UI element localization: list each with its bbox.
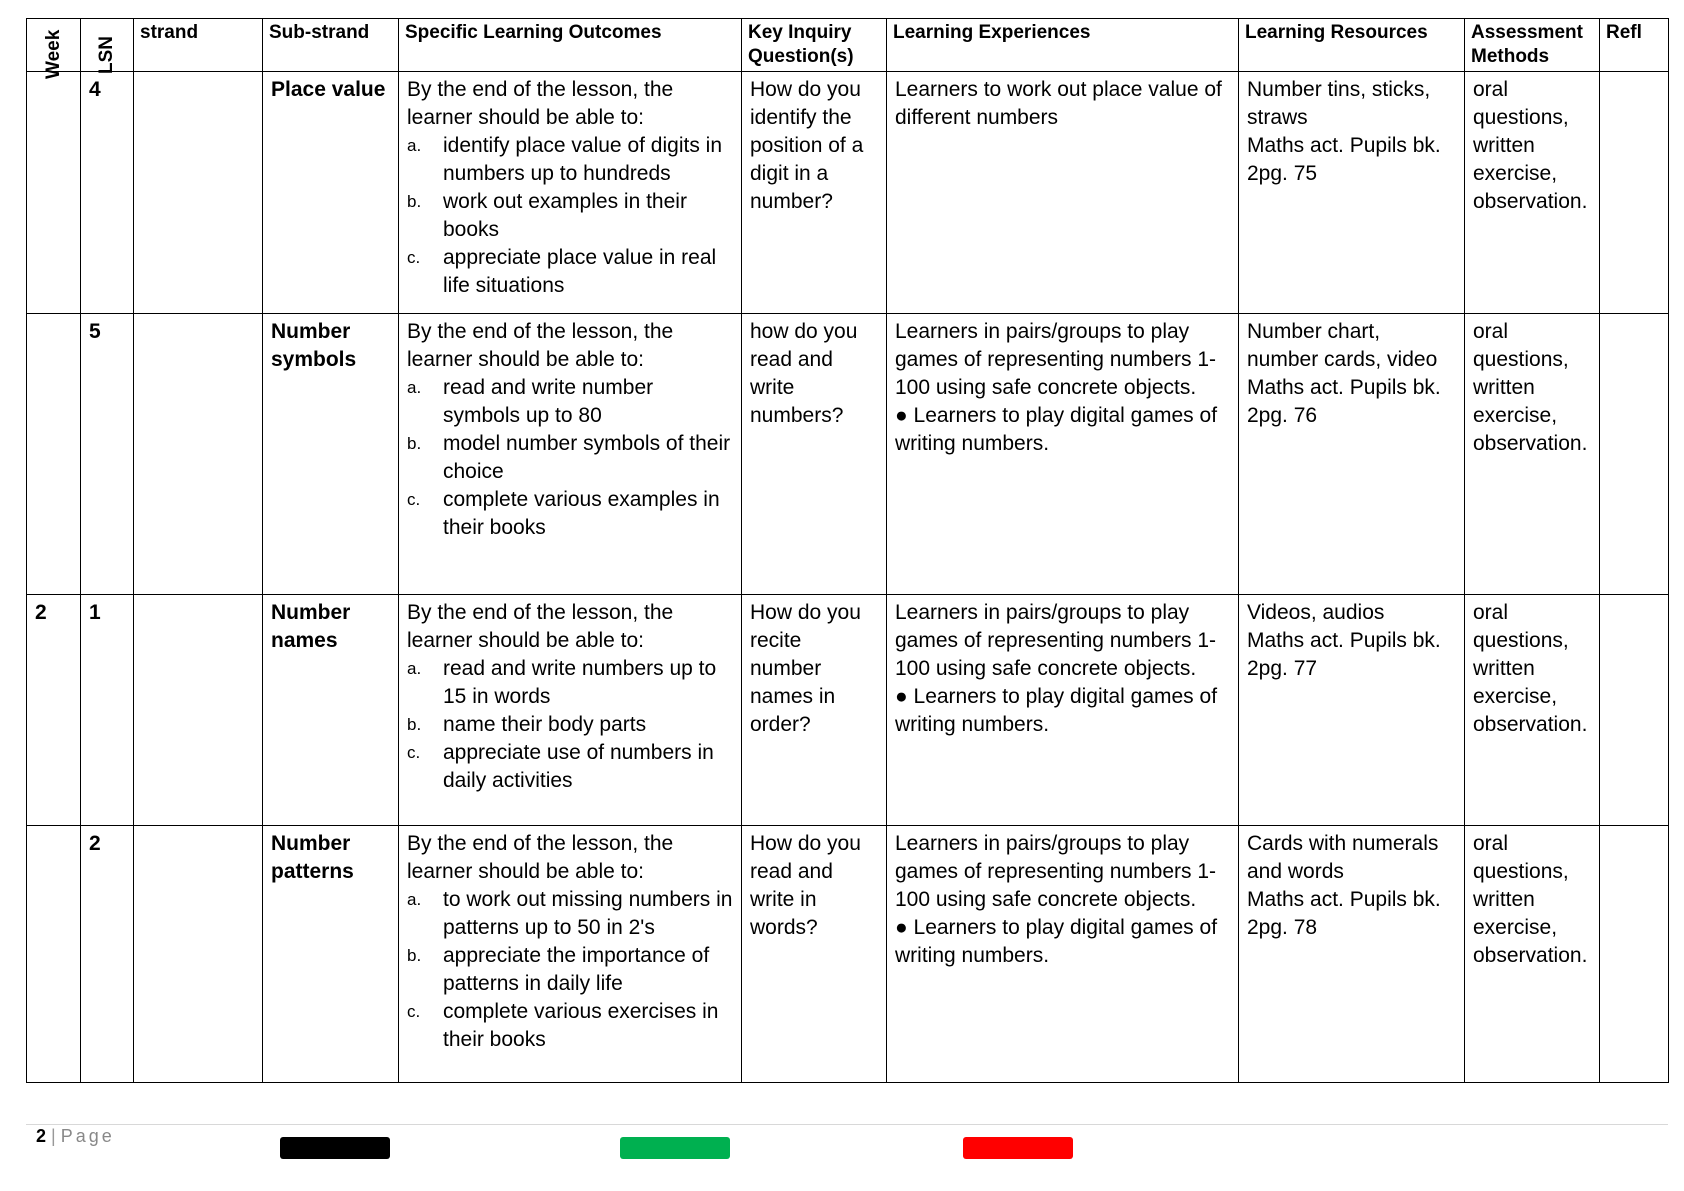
experiences-main: Learners in pairs/groups to play games of representing numbers 1-100 using safe concrete objects. — [895, 320, 1216, 399]
outcome-text: read and write number symbols up to 80 — [443, 376, 654, 427]
header-outcomes: Specific Learning Outcomes — [399, 19, 742, 72]
outcome-letter: b. — [407, 434, 422, 453]
outcome-item — [407, 942, 733, 998]
inquiry-cell: how do you read and write numbers? — [742, 314, 887, 595]
strand-cell — [134, 314, 263, 595]
outcome-text: appreciate place value in real life situations — [443, 246, 717, 297]
outcomes-cell — [399, 595, 742, 826]
experiences-cell — [887, 826, 1239, 1083]
outcome-text: model number symbols of their choice — [443, 432, 731, 483]
resources-cell — [1239, 595, 1465, 826]
outcome-letter: a. — [407, 890, 422, 909]
outcome-item — [407, 655, 733, 711]
color-swatch-black — [280, 1137, 390, 1159]
outcome-item — [407, 430, 733, 486]
header-assessment: Assessment Methods — [1465, 19, 1600, 72]
experiences-cell — [887, 72, 1239, 314]
reflection-cell — [1600, 314, 1669, 595]
week-cell: 2 — [27, 595, 81, 826]
header-row — [27, 19, 1669, 72]
assessment-cell: oral questions, written exercise, observation. — [1465, 826, 1600, 1083]
outcomes-list — [407, 886, 733, 1054]
outcomes-cell — [399, 826, 742, 1083]
outcomes-list — [407, 655, 733, 795]
week-cell — [27, 314, 81, 595]
outcomes-intro: By the end of the lesson, the learner should be able to: — [407, 601, 674, 652]
resources-book: Maths act. Pupils bk. 2pg. 78 — [1247, 888, 1441, 939]
experiences-bullet: ● Learners to play digital games of writing numbers. — [895, 685, 1218, 736]
outcomes-list — [407, 374, 733, 542]
outcome-letter: a. — [407, 659, 422, 678]
outcome-item — [407, 711, 733, 739]
table-row — [27, 314, 1669, 595]
experiences-main: Learners in pairs/groups to play games of representing numbers 1-100 using safe concrete objects. — [895, 601, 1216, 680]
outcome-item — [407, 374, 733, 430]
outcome-letter: c. — [407, 490, 421, 509]
sub-strand-cell: Number patterns — [263, 826, 399, 1083]
outcome-text: identify place value of digits in numbers up to hundreds — [443, 134, 722, 185]
header-sub-strand: Sub-strand — [263, 19, 399, 72]
experiences-cell — [887, 595, 1239, 826]
inquiry-cell: How do you identify the position of a digit in a number? — [742, 72, 887, 314]
outcomes-intro: By the end of the lesson, the learner should be able to: — [407, 320, 674, 371]
outcome-letter: c. — [407, 248, 421, 267]
header-inquiry: Key Inquiry Question(s) — [742, 19, 887, 72]
sub-strand-cell: Number names — [263, 595, 399, 826]
strand-cell — [134, 595, 263, 826]
inquiry-cell: How do you recite number names in order? — [742, 595, 887, 826]
strand-cell — [134, 826, 263, 1083]
outcome-text: name their body parts — [443, 713, 647, 736]
lsn-cell: 5 — [81, 314, 134, 595]
header-strand: strand — [134, 19, 263, 72]
resources-cell — [1239, 826, 1465, 1083]
assessment-cell: oral questions, written exercise, observation. — [1465, 314, 1600, 595]
outcome-letter: c. — [407, 743, 421, 762]
assessment-cell: oral questions, written exercise, observation. — [1465, 595, 1600, 826]
header-resources: Learning Resources — [1239, 19, 1465, 72]
resources-book: Maths act. Pupils bk. 2pg. 76 — [1247, 376, 1441, 427]
experiences-bullet: ● Learners to play digital games of writing numbers. — [895, 916, 1218, 967]
outcome-text: appreciate use of numbers in daily activities — [443, 741, 714, 792]
outcome-letter: a. — [407, 136, 422, 155]
outcomes-cell — [399, 72, 742, 314]
resources-book: Maths act. Pupils bk. 2pg. 77 — [1247, 629, 1441, 680]
week-cell — [27, 826, 81, 1083]
strand-cell — [134, 72, 263, 314]
outcome-letter: b. — [407, 192, 422, 211]
color-swatch-green — [620, 1137, 730, 1159]
reflection-cell — [1600, 826, 1669, 1083]
outcome-item — [407, 132, 733, 188]
resources-cell — [1239, 72, 1465, 314]
resources-cell — [1239, 314, 1465, 595]
resources-materials: Number tins, sticks, straws — [1247, 78, 1431, 129]
outcome-text: appreciate the importance of patterns in daily life — [443, 944, 710, 995]
header-experiences: Learning Experiences — [887, 19, 1239, 72]
resources-materials: Cards with numerals and words — [1247, 832, 1439, 883]
page-separator: | — [51, 1126, 56, 1146]
outcome-letter: b. — [407, 946, 422, 965]
outcome-item — [407, 188, 733, 244]
inquiry-cell: How do you read and write in words? — [742, 826, 887, 1083]
footer-divider — [26, 1124, 1668, 1125]
outcome-text: read and write numbers up to 15 in words — [443, 657, 717, 708]
header-reflection: Refl — [1600, 19, 1669, 72]
sub-strand-cell: Place value — [263, 72, 399, 314]
outcome-text: to work out missing numbers in patterns up to 50 in 2's — [443, 888, 733, 939]
color-swatch-red — [963, 1137, 1073, 1159]
experiences-bullet: ● Learners to play digital games of writing numbers. — [895, 404, 1218, 455]
scheme-of-work-table — [26, 18, 1669, 1083]
outcome-letter: b. — [407, 715, 422, 734]
resources-book: Maths act. Pupils bk. 2pg. 75 — [1247, 134, 1441, 185]
table-row — [27, 826, 1669, 1083]
lsn-cell: 4 — [81, 72, 134, 314]
sub-strand-cell: Number symbols — [263, 314, 399, 595]
lsn-cell: 2 — [81, 826, 134, 1083]
outcomes-intro: By the end of the lesson, the learner should be able to: — [407, 78, 674, 129]
reflection-cell — [1600, 72, 1669, 314]
outcome-item — [407, 739, 733, 795]
header-week: Week — [27, 19, 81, 72]
outcomes-intro: By the end of the lesson, the learner should be able to: — [407, 832, 674, 883]
outcome-item — [407, 998, 733, 1054]
page-label: Page — [60, 1126, 115, 1146]
resources-materials: Videos, audios — [1247, 601, 1385, 624]
header-lsn: LSN — [81, 19, 134, 72]
table-row — [27, 595, 1669, 826]
lsn-cell: 1 — [81, 595, 134, 826]
page-indicator — [36, 1126, 115, 1147]
outcome-text: complete various exercises in their books — [443, 1000, 719, 1051]
reflection-cell — [1600, 595, 1669, 826]
week-cell — [27, 72, 81, 314]
resources-materials: Number chart, number cards, video — [1247, 320, 1438, 371]
outcome-text: work out examples in their books — [443, 190, 687, 241]
outcome-item — [407, 486, 733, 542]
page-number: 2 — [36, 1126, 47, 1146]
table-row — [27, 72, 1669, 314]
outcomes-cell — [399, 314, 742, 595]
outcome-item — [407, 244, 733, 300]
outcomes-list — [407, 132, 733, 300]
outcome-item — [407, 886, 733, 942]
experiences-cell — [887, 314, 1239, 595]
outcome-letter: c. — [407, 1002, 421, 1021]
outcome-letter: a. — [407, 378, 422, 397]
outcome-text: complete various examples in their books — [443, 488, 720, 539]
assessment-cell: oral questions, written exercise, observation. — [1465, 72, 1600, 314]
experiences-main: Learners in pairs/groups to play games of representing numbers 1-100 using safe concrete objects. — [895, 832, 1216, 911]
experiences-main: Learners to work out place value of different numbers — [895, 78, 1222, 129]
